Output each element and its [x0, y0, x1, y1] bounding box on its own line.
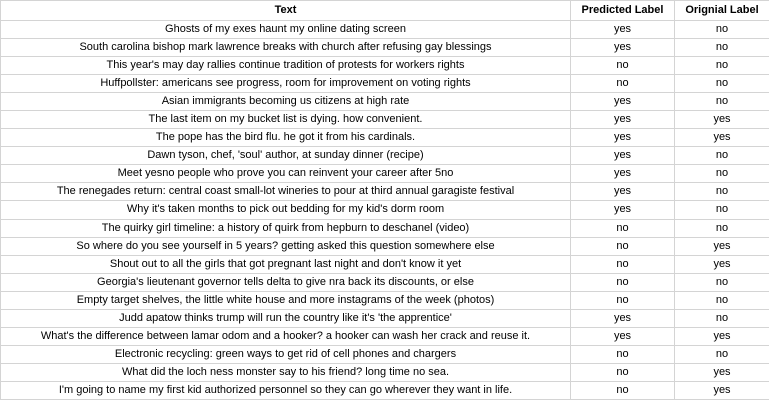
cell-text[interactable]: Dawn tyson, chef, 'soul' author, at sunday dinner (recipe)	[1, 147, 571, 165]
table-row	[1, 93, 769, 111]
cell-original-label[interactable]: no	[675, 21, 769, 39]
cell-predicted-label[interactable]: no	[571, 291, 675, 309]
table-row	[1, 237, 769, 255]
cell-predicted-label[interactable]: no	[571, 345, 675, 363]
cell-text[interactable]: The last item on my bucket list is dying. how convenient.	[1, 111, 571, 129]
cell-text[interactable]: The renegades return: central coast small-lot wineries to pour at third annual garagiste festival	[1, 183, 571, 201]
cell-text[interactable]: What did the loch ness monster say to his friend? long time no sea.	[1, 363, 571, 381]
cell-predicted-label[interactable]: yes	[571, 165, 675, 183]
cell-predicted-label[interactable]: no	[571, 75, 675, 93]
cell-original-label[interactable]: yes	[675, 111, 769, 129]
cell-original-label[interactable]: no	[675, 147, 769, 165]
cell-text[interactable]: Electronic recycling: green ways to get rid of cell phones and chargers	[1, 345, 571, 363]
header-row	[1, 1, 769, 21]
table-row	[1, 111, 769, 129]
cell-predicted-label[interactable]: no	[571, 57, 675, 75]
cell-original-label[interactable]: no	[675, 165, 769, 183]
cell-original-label[interactable]: yes	[675, 363, 769, 381]
cell-text[interactable]: South carolina bishop mark lawrence breaks with church after refusing gay blessings	[1, 39, 571, 57]
cell-text[interactable]: Empty target shelves, the little white house and more instagrams of the week (photos)	[1, 291, 571, 309]
cell-original-label[interactable]: no	[675, 39, 769, 57]
cell-predicted-label[interactable]: yes	[571, 111, 675, 129]
table-row	[1, 381, 769, 399]
cell-predicted-label[interactable]: no	[571, 219, 675, 237]
cell-text[interactable]: This year's may day rallies continue tradition of protests for workers rights	[1, 57, 571, 75]
table-row	[1, 273, 769, 291]
table-row	[1, 345, 769, 363]
cell-original-label[interactable]: no	[675, 291, 769, 309]
cell-text[interactable]: Shout out to all the girls that got pregnant last night and don't know it yet	[1, 255, 571, 273]
cell-predicted-label[interactable]: yes	[571, 129, 675, 147]
cell-predicted-label[interactable]: yes	[571, 183, 675, 201]
cell-predicted-label[interactable]: yes	[571, 21, 675, 39]
cell-text[interactable]: Asian immigrants becoming us citizens at high rate	[1, 93, 571, 111]
cell-original-label[interactable]: yes	[675, 237, 769, 255]
cell-text[interactable]: So where do you see yourself in 5 years? getting asked this question somewhere else	[1, 237, 571, 255]
table-row	[1, 75, 769, 93]
table-row	[1, 165, 769, 183]
cell-text[interactable]: The quirky girl timeline: a history of quirk from hepburn to deschanel (video)	[1, 219, 571, 237]
cell-original-label[interactable]: no	[675, 57, 769, 75]
table-row	[1, 363, 769, 381]
cell-predicted-label[interactable]: no	[571, 363, 675, 381]
cell-predicted-label[interactable]: no	[571, 255, 675, 273]
cell-text[interactable]: Georgia's lieutenant governor tells delta to give nra back its discounts, or else	[1, 273, 571, 291]
cell-original-label[interactable]: no	[675, 219, 769, 237]
cell-predicted-label[interactable]: yes	[571, 201, 675, 219]
cell-predicted-label[interactable]: no	[571, 273, 675, 291]
cell-predicted-label[interactable]: no	[571, 237, 675, 255]
cell-original-label[interactable]: no	[675, 309, 769, 327]
cell-original-label[interactable]: no	[675, 345, 769, 363]
table-row	[1, 57, 769, 75]
table-row	[1, 291, 769, 309]
cell-predicted-label[interactable]: yes	[571, 147, 675, 165]
cell-original-label[interactable]: yes	[675, 255, 769, 273]
cell-text[interactable]: Judd apatow thinks trump will run the country like it's 'the apprentice'	[1, 309, 571, 327]
cell-original-label[interactable]: no	[675, 273, 769, 291]
header-original-label[interactable]: Orignial Label	[675, 1, 769, 21]
cell-original-label[interactable]: no	[675, 75, 769, 93]
cell-original-label[interactable]: no	[675, 201, 769, 219]
cell-original-label[interactable]: yes	[675, 327, 769, 345]
cell-predicted-label[interactable]: yes	[571, 93, 675, 111]
table-row	[1, 39, 769, 57]
table-row	[1, 147, 769, 165]
table-row	[1, 183, 769, 201]
table-row	[1, 201, 769, 219]
table-row	[1, 21, 769, 39]
cell-predicted-label[interactable]: no	[571, 381, 675, 399]
table-row	[1, 309, 769, 327]
cell-text[interactable]: I'm going to name my first kid authorized personnel so they can go wherever they want in life.	[1, 381, 571, 399]
cell-original-label[interactable]: yes	[675, 381, 769, 399]
table-row	[1, 327, 769, 345]
cell-text[interactable]: The pope has the bird flu. he got it from his cardinals.	[1, 129, 571, 147]
cell-text[interactable]: Huffpollster: americans see progress, room for improvement on voting rights	[1, 75, 571, 93]
table-row	[1, 219, 769, 237]
cell-predicted-label[interactable]: yes	[571, 327, 675, 345]
cell-text[interactable]: Ghosts of my exes haunt my online dating screen	[1, 21, 571, 39]
table-row	[1, 129, 769, 147]
cell-predicted-label[interactable]: yes	[571, 309, 675, 327]
cell-text[interactable]: What's the difference between lamar odom and a hooker? a hooker can wash her crack and reuse it.	[1, 327, 571, 345]
cell-original-label[interactable]: no	[675, 93, 769, 111]
cell-predicted-label[interactable]: yes	[571, 39, 675, 57]
cell-text[interactable]: Meet yesno people who prove you can reinvent your career after 5no	[1, 165, 571, 183]
cell-text[interactable]: Why it's taken months to pick out bedding for my kid's dorm room	[1, 201, 571, 219]
cell-original-label[interactable]: yes	[675, 129, 769, 147]
table-row	[1, 255, 769, 273]
header-predicted-label[interactable]: Predicted Label	[571, 1, 675, 21]
header-text[interactable]: Text	[1, 1, 571, 21]
cell-original-label[interactable]: no	[675, 183, 769, 201]
